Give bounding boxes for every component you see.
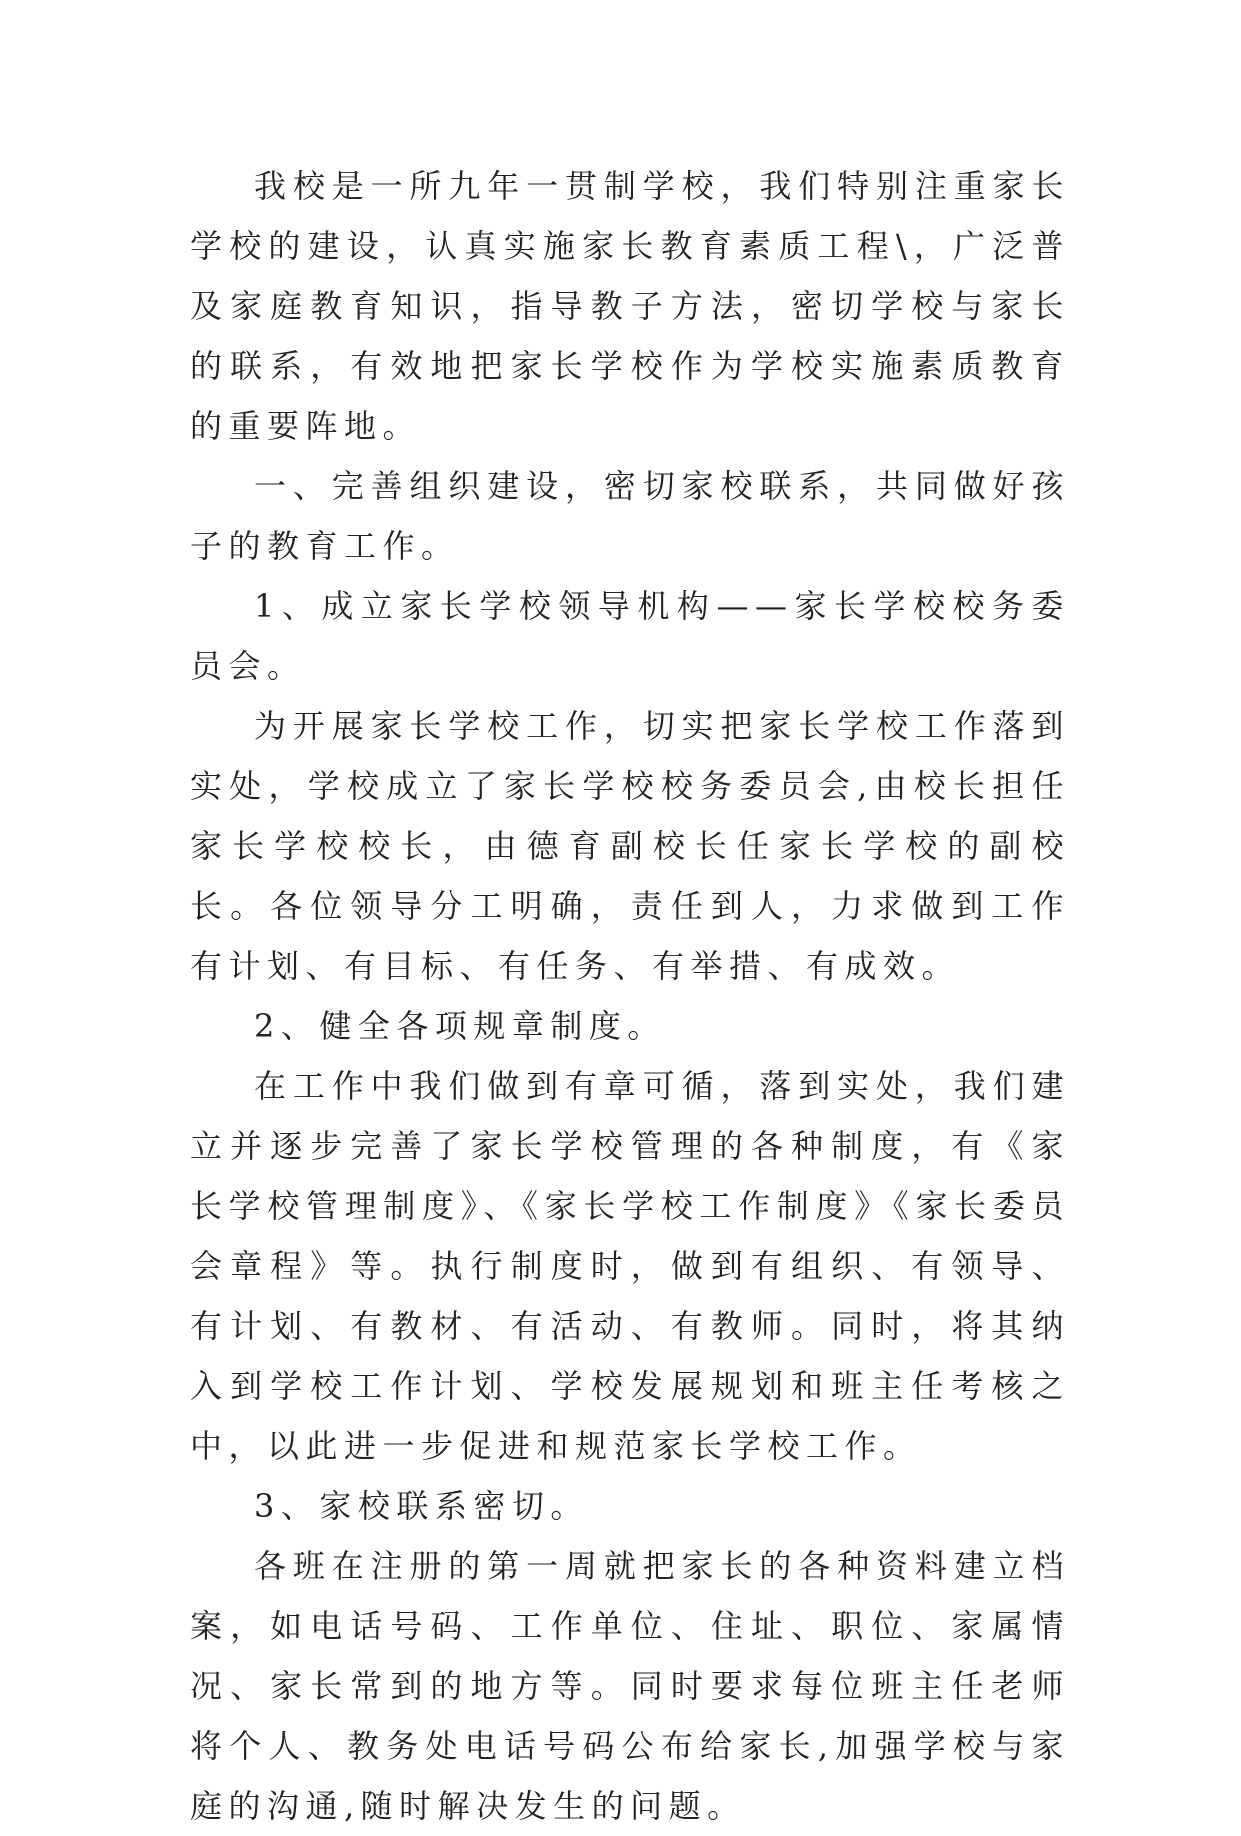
subheading-3: 3、家校联系密切。 <box>254 1487 589 1525</box>
subheading-1: 1、成立家长学校领导机构——家长学校校务委员会。 <box>190 587 1070 685</box>
body-paragraph-1: 为开展家长学校工作，切实把家长学校工作落到实处，学校成立了家长学校校务委员会,由校长担任家长学校校长，由德育副校长任家长学校的副校长。各位领导分工明确，责任到人，力求做到工作有计划、有目标、有任务、有举措、有成效。 <box>190 707 1070 985</box>
subheading-2: 2、健全各项规章制度。 <box>254 1007 666 1045</box>
body-paragraph-3: 各班在注册的第一周就把家长的各种资料建立档案，如电话号码、工作单位、住址、职位、家属情况、家长常到的地方等。同时要求每位班主任老师将个人、教务处电话号码公布给家长,加强学校与家庭的沟通,随时解决发生的问题。 <box>190 1547 1070 1825</box>
section-heading-1: 一、完善组织建设，密切家校联系，共同做好孩子的教育工作。 <box>190 467 1070 565</box>
intro-paragraph: 我校是一所九年一贯制学校，我们特别注重家长学校的建设，认真实施家长教育素质工程\，广泛普及家庭教育知识，指导教子方法，密切学校与家长的联系，有效地把家长学校作为学校实施素质教育的重要阵地。 <box>190 167 1070 445</box>
document-body <box>190 156 1070 1836</box>
body-paragraph-2: 在工作中我们做到有章可循，落到实处，我们建立并逐步完善了家长学校管理的各种制度，有《家长学校管理制度》、《家长学校工作制度》《家长委员会章程》等。执行制度时，做到有组织、有领导、有计划、有教材、有活动、有教师。同时，将其纳入到学校工作计划、学校发展规划和班主任考核之中，以此进一步促进和规范家长学校工作。 <box>190 1067 1070 1465</box>
